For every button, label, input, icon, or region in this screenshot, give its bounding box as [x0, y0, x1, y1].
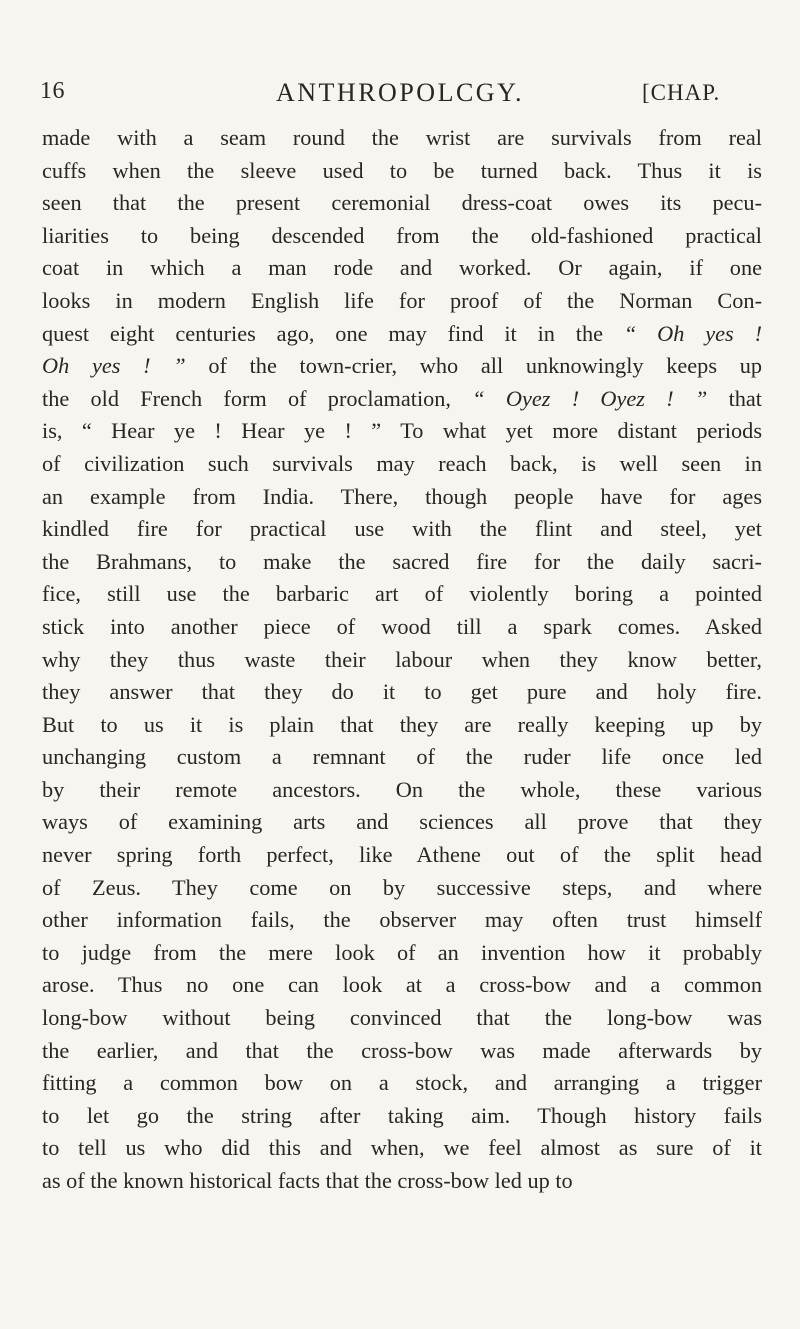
line-text: that	[728, 385, 762, 411]
text-line: as of the known historical facts that the cross-bow led up to	[42, 1168, 573, 1193]
text-line: to let go the string after taking aim. Though history fails	[42, 1102, 762, 1128]
text-line	[42, 318, 762, 351]
text-line: stick into another piece of wood till a spark comes. Asked	[42, 613, 762, 639]
text-line: why they thus waste their labour when they know better,	[42, 646, 762, 672]
text-line: by their remote ancestors. On the whole, these various	[42, 776, 762, 802]
italic-phrase: “ Oyez ! Oyez ! ”	[472, 385, 708, 411]
text-line: kindled fire for practical use with the flint and steel, yet	[42, 516, 762, 542]
chapter-label: [CHAP.	[642, 80, 721, 105]
text-line: long-bow without being convinced that the long-bow was	[42, 1005, 762, 1031]
text-line: the Brahmans, to make the sacred fire for the daily sacri-	[42, 548, 762, 574]
text-line	[42, 350, 762, 383]
text-line: arose. Thus no one can look at a cross-bow and a common	[42, 972, 762, 998]
text-line: the earlier, and that the cross-bow was made afterwards by	[42, 1037, 762, 1063]
running-head	[0, 78, 800, 114]
text-line: never spring forth perfect, like Athene out of the split head	[42, 842, 762, 868]
line-text: quest eight centuries ago, one may find it in the	[42, 320, 604, 346]
text-line: liarities to being descended from the old-fashioned practical	[42, 222, 762, 248]
page-number: 16	[40, 78, 65, 104]
running-title: ANTHROPOLCGY.	[276, 78, 524, 107]
text-line: seen that the present ceremonial dress-coat owes its pecu-	[42, 190, 762, 216]
text-line: is, “ Hear ye ! Hear ye ! ” To what yet more distant periods	[42, 418, 762, 444]
text-line: of civilization such survivals may reach back, is well seen in	[42, 450, 762, 476]
line-text: of the town-crier, who all unknowingly keeps up	[208, 353, 762, 379]
text-line: to tell us who did this and when, we feel almost as sure of it	[42, 1135, 762, 1161]
text-line: cuffs when the sleeve used to be turned back. Thus it is	[42, 157, 762, 183]
text-line: ways of examining arts and sciences all prove that they	[42, 809, 762, 835]
text-line: fice, still use the barbaric art of violently boring a pointed	[42, 581, 762, 607]
text-line: of Zeus. They come on by successive steps, and where	[42, 874, 762, 900]
text-line: looks in modern English life for proof of the Norman Con-	[42, 287, 762, 313]
italic-phrase: Oh yes ! ”	[42, 353, 186, 379]
text-line: to judge from the mere look of an invention how it probably	[42, 939, 762, 965]
italic-phrase: “ Oh yes !	[623, 320, 762, 346]
line-text: the old French form of proclamation,	[42, 385, 452, 411]
body-text	[42, 122, 762, 1198]
text-line: unchanging custom a remnant of the ruder life once led	[42, 744, 762, 770]
text-line: coat in which a man rode and worked. Or again, if one	[42, 255, 762, 281]
text-line: made with a seam round the wrist are survivals from real	[42, 125, 762, 150]
text-line: an example from India. There, though people have for ages	[42, 483, 762, 509]
text-line: fitting a common bow on a stock, and arranging a trigger	[42, 1070, 762, 1096]
text-line: other information fails, the observer may often trust himself	[42, 907, 762, 933]
text-line	[42, 383, 762, 416]
text-line: they answer that they do it to get pure and holy fire.	[42, 679, 762, 705]
text-line: But to us it is plain that they are really keeping up by	[42, 711, 762, 737]
